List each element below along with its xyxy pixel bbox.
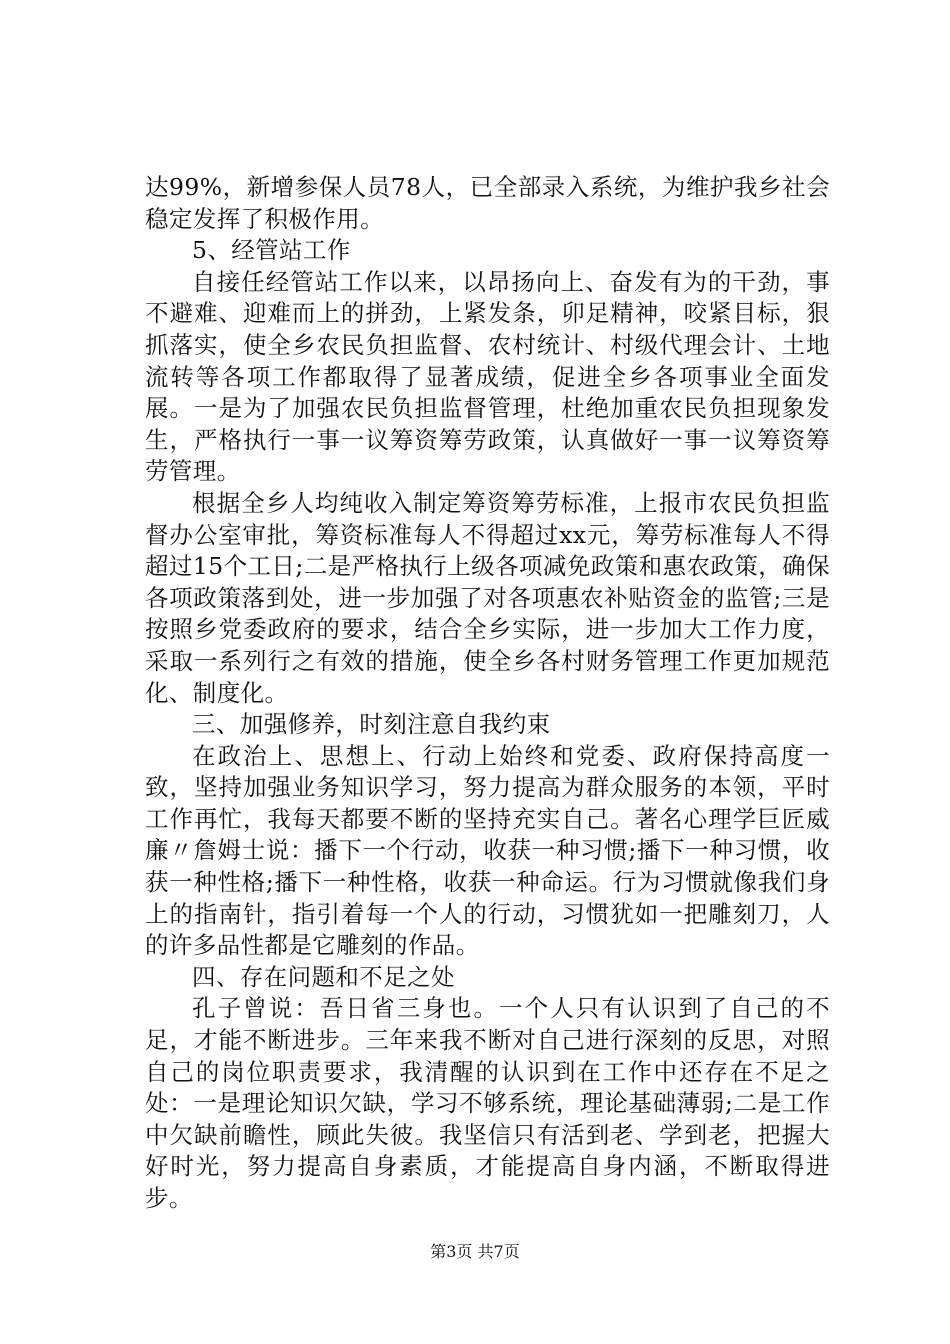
section-heading-economic-station: 5、经管站工作 [192,236,351,265]
paragraph-continuation: 达99%，新增参保人员78人，已全部录入系统，为维护我乡社会稳定发挥了积极作用。 [145,173,830,233]
page-number-footer: 第3页 共7页 [430,1242,520,1261]
paragraph-economic-station-work: 自接任经管站工作以来，以昂扬向上、奋发有为的干劲，事不避难、迎难而上的拼劲，上紧发条，卯足精神，咬紧目标，狠抓落实，使全乡农民负担监督、农村统计、村级代理会计、土地流转等各项工作都取得了显著成绩，促进全乡各项事业全面发展。一是为了加强农民负担监督管理，杜绝加重农民负担现象发生，严格执行一事一议筹资筹劳政策，认真做好一事一议筹资筹劳管理。 [145,267,830,486]
paragraph-fundraising-standards: 根据全乡人均纯收入制定筹资筹劳标准，上报市农民负担监督办公室审批，筹资标准每人不得超过xx元，筹劳标准每人不得超过15个工日;二是严格执行上级各项减免政策和惠农政策，确保各项政策落到处，进一步加强了对各项惠农补贴资金的监管;三是按照乡党委政府的要求，结合全乡实际，进一步加大工作力度，采取一系列行之有效的措施，使全乡各村财务管理工作更加规范化、制度化。 [145,488,830,707]
section-heading-shortcomings: 四、存在问题和不足之处 [192,962,455,991]
paragraph-self-cultivation: 在政治上、思想上、行动上始终和党委、政府保持高度一致，坚持加强业务知识学习，努力提高为群众服务的本领，平时工作再忙，我每天都要不断的坚持充实自己。著名心理学巨匠威廉〃詹姆士说：播下一个行动，收获一种习惯;播下一种习惯，收获一种性格;播下一种性格，收获一种命运。行为习惯就像我们身上的指南针，指引着每一个人的行动，习惯犹如一把雕刻刀，人的许多品性都是它雕刻的作品。 [145,741,830,960]
section-heading-self-cultivation: 三、加强修养，时刻注意自我约束 [192,710,551,739]
document-body [145,172,830,1215]
paragraph-shortcomings: 孔子曾说：吾日省三身也。一个人只有认识到了自己的不足，才能不断进步。三年来我不断对自己进行深刻的反思，对照自己的岗位职责要求，我清醒的认识到在工作中还存在不足之处：一是理论知识欠缺，学习不够系统，理论基础薄弱;二是工作中欠缺前瞻性，顾此失彼。我坚信只有活到老、学到老，把握大好时光，努力提高自身素质，才能提高自身内涵，不断取得进步。 [145,994,830,1212]
